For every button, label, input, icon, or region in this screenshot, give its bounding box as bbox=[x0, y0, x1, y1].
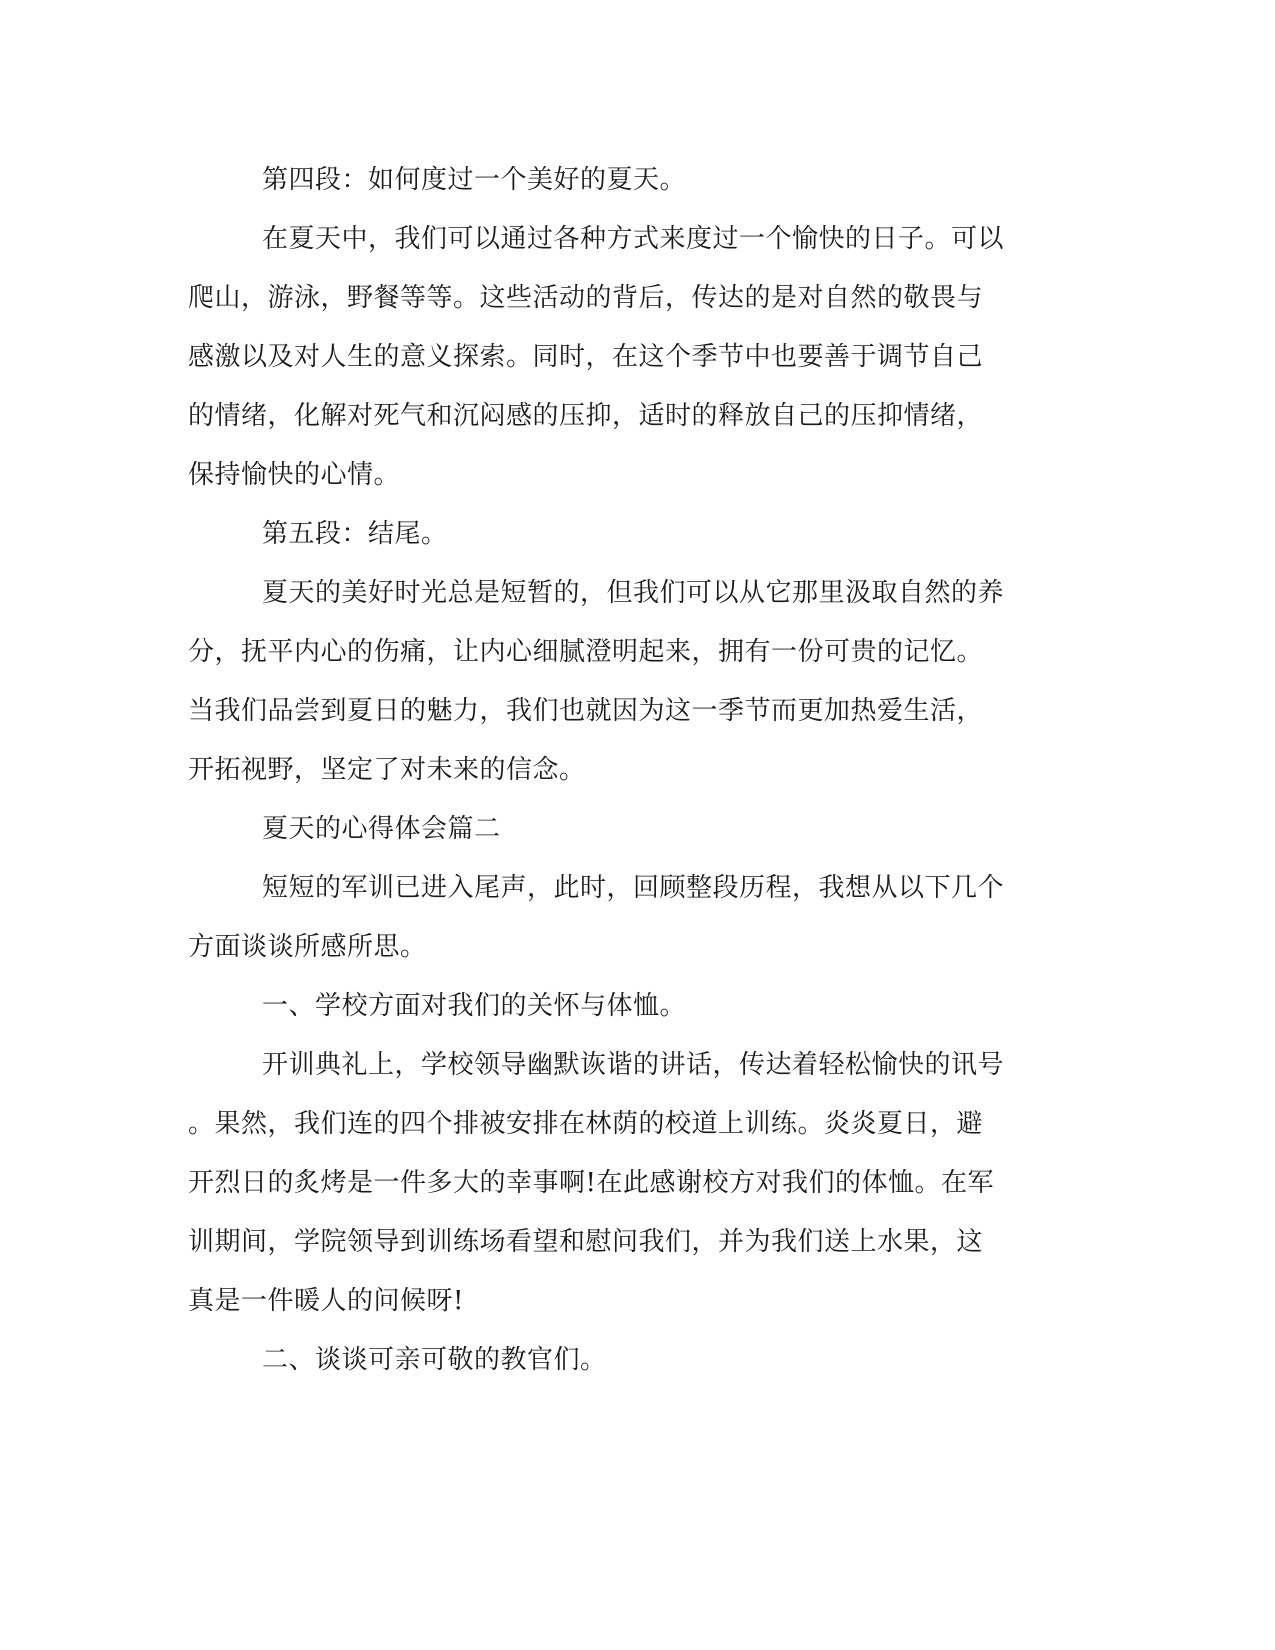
paragraph-line: 保持愉快的心情。 bbox=[188, 460, 401, 490]
section-heading-5: 第五段：结尾。 bbox=[262, 519, 448, 549]
paragraph-line: 夏天的美好时光总是短暂的，但我们可以从它那里汲取自然的养 bbox=[262, 578, 1005, 608]
paragraph-line: 开训典礼上，学校领导幽默诙谐的讲话，传达着轻松愉快的讯号 bbox=[262, 1050, 1005, 1080]
paragraph-line: 开拓视野，坚定了对未来的信念。 bbox=[188, 755, 586, 785]
paragraph-line: 开烈日的炙烤是一件多大的幸事啊!在此感谢校方对我们的体恤。在军 bbox=[188, 1168, 994, 1198]
section-heading-4: 第四段：如何度过一个美好的夏天。 bbox=[262, 165, 687, 195]
article-title: 夏天的心得体会篇二 bbox=[262, 814, 501, 844]
paragraph-line: 当我们品尝到夏日的魅力，我们也就因为这一季节而更加热爱生活， bbox=[188, 696, 984, 726]
paragraph-line: 爬山，游泳，野餐等等。这些活动的背后，传达的是对自然的敬畏与 bbox=[188, 283, 984, 313]
paragraph-line: 的情绪，化解对死气和沉闷感的压抑，适时的释放自己的压抑情绪， bbox=[188, 401, 984, 431]
paragraph-line: 分，抚平内心的伤痛，让内心细腻澄明起来，拥有一份可贵的记忆。 bbox=[188, 637, 984, 667]
section-heading-2: 二、谈谈可亲可敬的教官们。 bbox=[262, 1345, 607, 1375]
paragraph-line: 方面谈谈所感所思。 bbox=[188, 932, 427, 962]
paragraph-line: 感激以及对人生的意义探索。同时，在这个季节中也要善于调节自己 bbox=[188, 342, 984, 372]
section-heading-1: 一、学校方面对我们的关怀与体恤。 bbox=[262, 991, 687, 1021]
paragraph-line: 在夏天中，我们可以通过各种方式来度过一个愉快的日子。可以 bbox=[262, 224, 1005, 254]
paragraph-line: 训期间，学院领导到训练场看望和慰问我们，并为我们送上水果，这 bbox=[188, 1227, 984, 1257]
paragraph-line: 真是一件暖人的问候呀! bbox=[188, 1286, 464, 1316]
paragraph-line: 。果然，我们连的四个排被安排在林荫的校道上训练。炎炎夏日，避 bbox=[188, 1109, 984, 1139]
paragraph-line: 短短的军训已进入尾声，此时，回顾整段历程，我想从以下几个 bbox=[262, 873, 1005, 903]
